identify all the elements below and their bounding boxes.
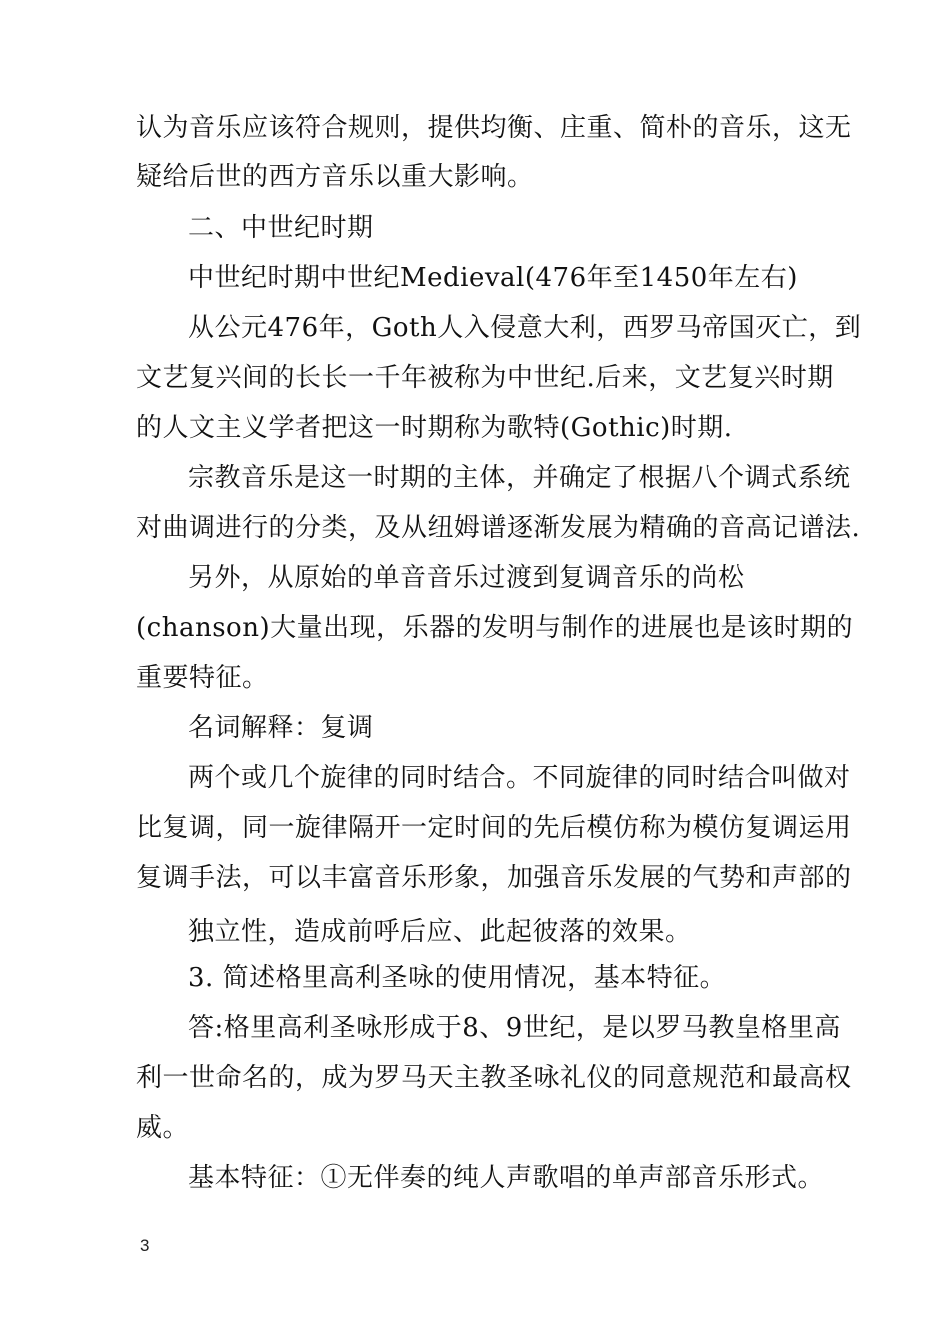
text-line: 复调手法，可以丰富音乐形象，加强音乐发展的气势和声部的 [136,863,852,893]
term-heading: 名词解释：复调 [188,713,374,743]
text-line: 两个或几个旋律的同时结合。不同旋律的同时结合叫做对 [188,763,851,793]
text-line: 从公元476年，Goth人入侵意大利，西罗马帝国灭亡，到 [188,313,862,343]
text-line: 对曲调进行的分类，及从纽姆谱逐渐发展为精确的音高记谱法. [136,513,861,543]
text-line: 中世纪时期中世纪Medieval(476年至1450年左右) [188,263,798,293]
text-line: 宗教音乐是这一时期的主体，并确定了根据八个调式系统 [188,463,851,493]
text-line: 另外，从原始的单音音乐过渡到复调音乐的尚松 [188,563,745,593]
text-line: 文艺复兴间的长长一千年被称为中世纪.后来，文艺复兴时期 [136,363,834,393]
text-line: 答:格里高利圣咏形成于8、9世纪，是以罗马教皇格里高 [188,1013,841,1043]
text-line: 重要特征。 [136,663,269,693]
text-line: 比复调，同一旋律隔开一定时间的先后模仿称为模仿复调运用 [136,813,852,843]
question-heading: 3. 简述格里高利圣咏的使用情况，基本特征。 [188,963,727,993]
text-line: 基本特征：①无伴奏的纯人声歌唱的单声部音乐形式。 [188,1163,825,1193]
text-line: 利一世命名的，成为罗马天主教圣咏礼仪的同意规范和最高权 [136,1063,852,1093]
text-line: (chanson)大量出现，乐器的发明与制作的进展也是该时期的 [136,613,854,643]
text-line: 独立性，造成前呼后应、此起彼落的效果。 [188,917,692,947]
section-heading: 二、中世纪时期 [188,213,374,243]
text-line: 认为音乐应该符合规则，提供均衡、庄重、简朴的音乐，这无 [136,113,852,143]
text-line: 的人文主义学者把这一时期称为歌特(Gothic)时期. [136,413,733,443]
text-line: 威。 [136,1113,190,1143]
page-number: 3 [140,1236,150,1255]
text-line: 疑给后世的西方音乐以重大影响。 [136,162,534,192]
